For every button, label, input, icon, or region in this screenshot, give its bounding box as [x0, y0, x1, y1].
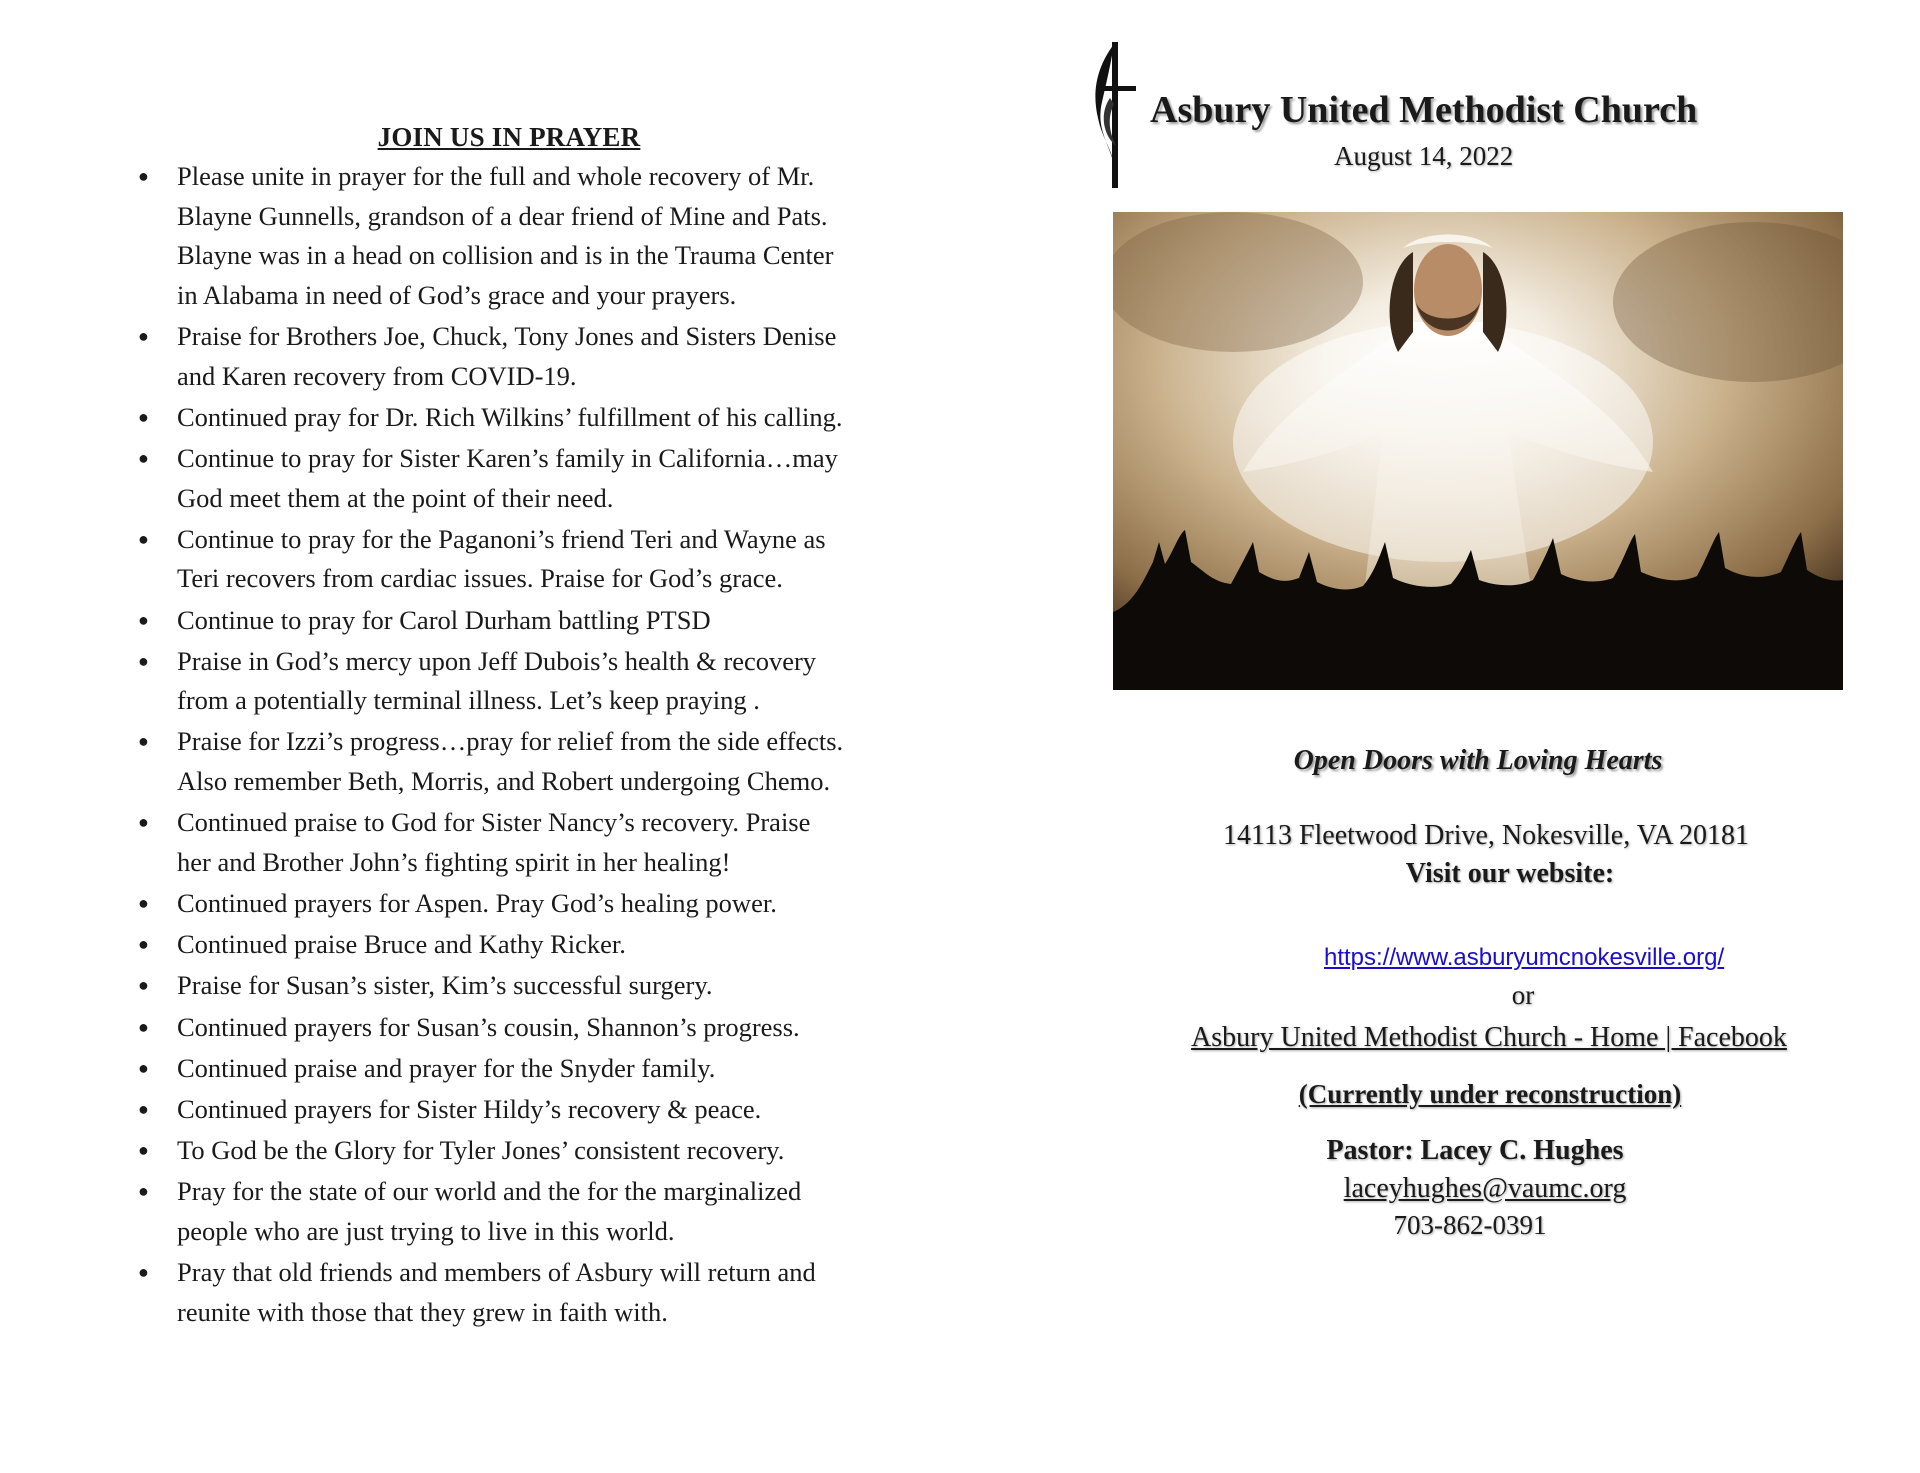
prayer-item: [131, 157, 931, 315]
prayer-item: [131, 1008, 931, 1048]
prayer-line: Continue to pray for Carol Durham battling PTSD: [177, 604, 711, 635]
prayer-line: Pray that old friends and members of Asbury will return and: [177, 1257, 816, 1288]
risen-christ-crowd-image: [1113, 212, 1843, 690]
prayer-line: her and Brother John’s fighting spirit in her healing!: [177, 846, 731, 877]
bullet-dot-icon: ●: [138, 650, 149, 671]
bullet-dot-icon: ●: [138, 934, 149, 955]
or-separator: or: [1511, 980, 1535, 1010]
prayer-item: [131, 642, 931, 721]
prayer-line: Teri recovers from cardiac issues. Praise for God’s grace.: [177, 563, 783, 594]
bullet-dot-icon: ●: [138, 406, 149, 427]
prayer-line: Pray for the state of our world and the for the marginalized: [177, 1176, 802, 1207]
prayer-item: [131, 1172, 931, 1251]
bullet-dot-icon: ●: [138, 447, 149, 468]
prayer-line: God meet them at the point of their need.: [177, 482, 614, 513]
bullet-dot-icon: ●: [138, 731, 149, 752]
prayer-line: and Karen recovery from COVID-19.: [177, 360, 577, 391]
cloud-left: [1113, 212, 1363, 352]
prayer-line: Praise in God’s mercy upon Jeff Dubois’s health & recovery: [177, 645, 817, 676]
church-name: Asbury United Methodist Church: [1150, 89, 1698, 131]
prayer-line: Please unite in prayer for the full and whole recovery of Mr.: [177, 161, 815, 191]
prayer-line: Also remember Beth, Morris, and Robert undergoing Chemo.: [177, 766, 831, 797]
church-address: 14113 Fleetwood Drive, Nokesville, VA 20181: [1222, 820, 1749, 851]
prayer-item: [131, 803, 931, 882]
cross-and-flame-icon: [1090, 38, 1138, 190]
prayer-item: [131, 722, 931, 801]
prayer-line: Continued praise Bruce and Kathy Ricker.: [177, 929, 626, 960]
prayer-item: [131, 925, 931, 965]
prayer-item: [131, 1049, 931, 1089]
bullet-dot-icon: ●: [138, 1181, 149, 1202]
pastor-phone: 703-862-0391: [1393, 1210, 1547, 1240]
bullet-dot-icon: ●: [138, 1016, 149, 1037]
pastor-name: Pastor: Lacey C. Hughes: [1326, 1135, 1624, 1166]
prayer-line: Continued praise and prayer for the Snyder family.: [177, 1052, 716, 1083]
prayer-heading: JOIN US IN PRAYER: [377, 122, 641, 152]
prayer-line: people who are just trying to live in this world.: [177, 1215, 675, 1246]
crowd-base: [1113, 642, 1843, 690]
prayer-line: in Alabama in need of God’s grace and your prayers.: [177, 279, 737, 310]
bullet-dot-icon: ●: [138, 975, 149, 996]
bullet-dot-icon: ●: [138, 325, 149, 346]
bullet-dot-icon: ●: [138, 528, 149, 549]
prayer-line: Continued pray for Dr. Rich Wilkins’ fulfillment of his calling.: [177, 401, 843, 432]
bullet-dot-icon: ●: [138, 1057, 149, 1078]
prayer-item: [131, 398, 931, 438]
prayer-line: reunite with those that they grew in faith with.: [177, 1296, 668, 1327]
pastor-email[interactable]: laceyhughes@vaumc.org: [1343, 1173, 1627, 1204]
bullet-dot-icon: ●: [138, 893, 149, 914]
bullet-dot-icon: ●: [138, 609, 149, 630]
prayer-line: Praise for Brothers Joe, Chuck, Tony Jones and Sisters Denise: [177, 320, 837, 351]
prayer-line: Continued praise to God for Sister Nancy’s recovery. Praise: [177, 807, 811, 838]
prayer-line: Praise for Susan’s sister, Kim’s successful surgery.: [177, 970, 713, 1001]
bullet-dot-icon: ●: [138, 1262, 149, 1283]
prayer-line: Continued prayers for Sister Hildy’s recovery & peace.: [177, 1093, 762, 1124]
church-motto: Open Doors with Loving Hearts: [1293, 745, 1663, 776]
hero-illustration: [1113, 212, 1843, 690]
visit-website-label: Visit our website:: [1405, 858, 1615, 889]
prayer-line: Continued prayers for Susan’s cousin, Shannon’s progress.: [177, 1011, 800, 1042]
prayer-item: [131, 317, 931, 396]
bullet-dot-icon: ●: [138, 812, 149, 833]
reconstruction-note: (Currently under reconstruction): [1298, 1079, 1682, 1109]
prayer-line: Continued prayers for Aspen. Pray God’s healing power.: [177, 888, 777, 919]
prayer-line: Continue to pray for the Paganoni’s friend Teri and Wayne as: [177, 523, 826, 554]
prayer-item: [131, 884, 931, 924]
prayer-line: Praise for Izzi’s progress…pray for relief from the side effects.: [177, 726, 844, 757]
prayer-item: [131, 601, 931, 641]
prayer-item: [131, 439, 931, 518]
bullet-dot-icon: ●: [138, 1098, 149, 1119]
prayer-line: Blayne Gunnells, grandson of a dear friend of Mine and Pats.: [177, 200, 828, 231]
prayer-line: To God be the Glory for Tyler Jones’ consistent recovery.: [177, 1135, 785, 1166]
website-link[interactable]: https://www.asburyumcnokesville.org/: [1324, 944, 1725, 971]
prayer-line: Continue to pray for Sister Karen’s family in California…may: [177, 442, 838, 473]
prayer-item: [131, 520, 931, 599]
bullet-dot-icon: ●: [138, 1140, 149, 1161]
prayer-item: [131, 966, 931, 1006]
facebook-link[interactable]: Asbury United Methodist Church - Home | Facebook: [1191, 1022, 1787, 1053]
prayer-line: from a potentially terminal illness. Let’s keep praying .: [177, 685, 760, 716]
bulletin-date: August 14, 2022: [1334, 141, 1514, 171]
prayer-item: [131, 1253, 931, 1332]
prayer-item: [131, 1090, 931, 1130]
prayer-list: [131, 157, 931, 1334]
bullet-dot-icon: ●: [138, 166, 149, 186]
prayer-item: [131, 1131, 931, 1171]
cross-vertical: [1112, 42, 1118, 188]
prayer-line: Blayne was in a head on collision and is in the Trauma Center: [177, 240, 834, 271]
